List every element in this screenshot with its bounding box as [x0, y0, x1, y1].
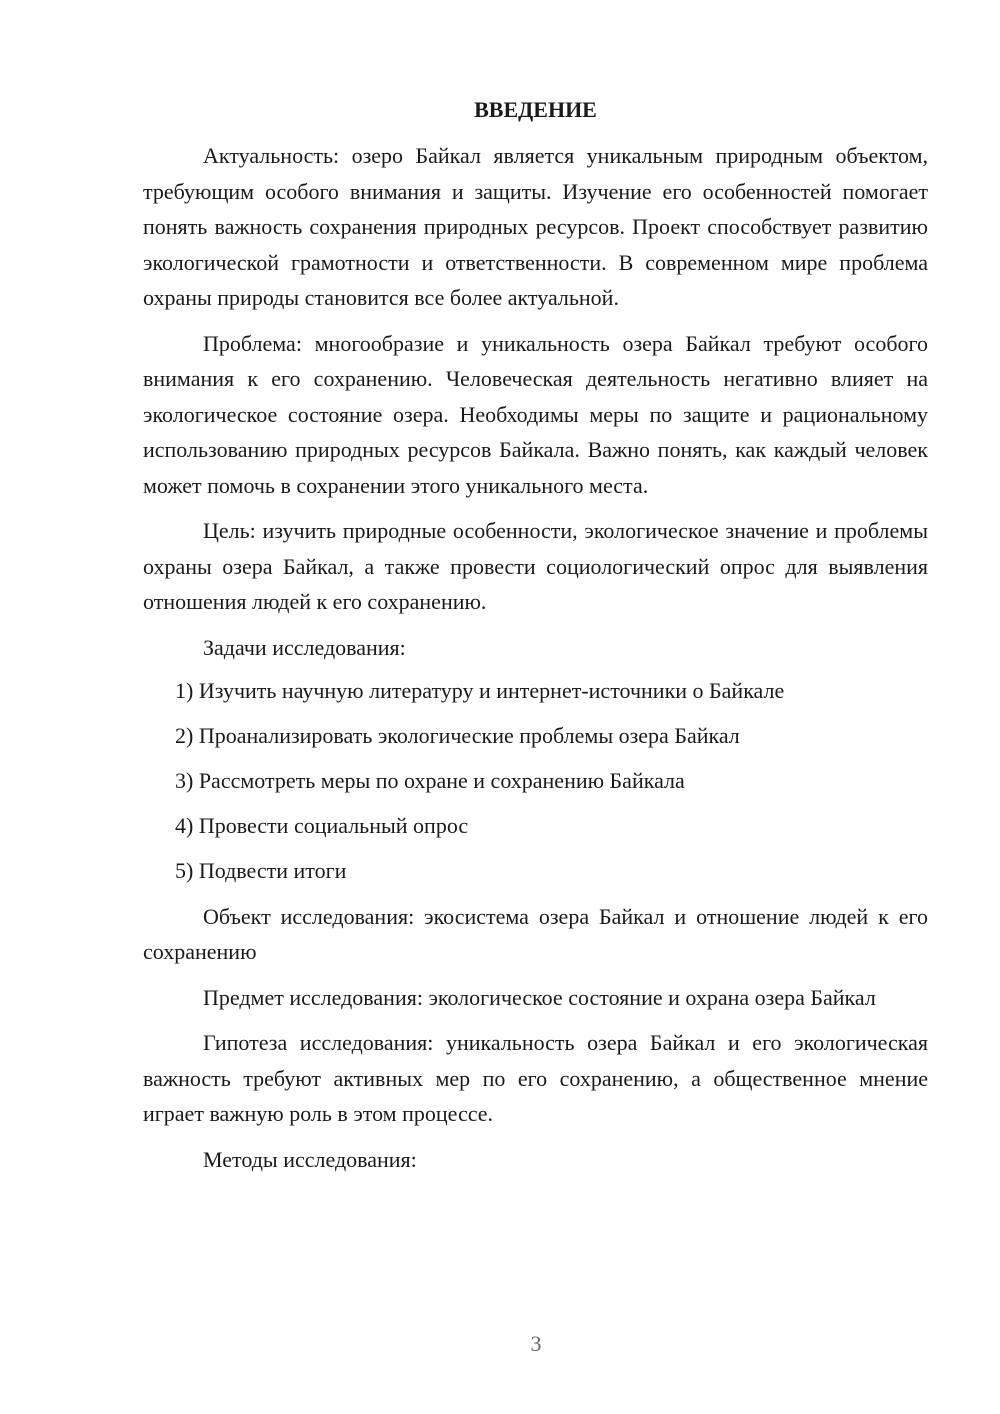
paragraph-tasks-heading: Задачи исследования:	[203, 634, 406, 660]
list-item: 2) Проанализировать экологические проблемы озера Байкал	[175, 723, 740, 749]
paragraph-relevance: Актуальность: озеро Байкал является уникальным природным объектом, требующим особого внимания и защиты. Изучение его особенностей помогает понять важность сохранения природных ресурсов. Проект способствует развитию экологической грамотности и ответственности. В современном мире проблема охраны природы становится все более актуальной.	[143, 143, 928, 310]
list-item: 1) Изучить научную литературу и интернет-источники о Байкале	[175, 678, 785, 703]
tasks-list	[143, 673, 928, 889]
page-number: 3	[530, 1331, 542, 1356]
paragraph-methods: Методы исследования:	[203, 1146, 417, 1172]
paragraph-goal: Цель: изучить природные особенности, экологическое значение и проблемы охраны озера Байкал, а также провести социологический опрос для выявления отношения людей к его сохранению.	[143, 518, 928, 614]
paragraph-object: Объект исследования: экосистема озера Байкал и отношение людей к его сохранению	[143, 903, 928, 965]
list-item: 5) Подвести итоги	[175, 858, 347, 884]
list-item: 3) Рассмотреть меры по охране и сохранению Байкала	[175, 768, 685, 794]
paragraph-subject: Предмет исследования: экологическое состояние и охрана озера Байкал	[203, 984, 876, 1010]
list-item: 4) Провести социальный опрос	[175, 813, 469, 839]
section-title: ВВЕДЕНИЕ	[474, 97, 597, 122]
paragraph-problem: Проблема: многообразие и уникальность озера Байкал требуют особого внимания к его сохранению. Человеческая деятельность негативно влияет на экологическое состояние озера. Необходимы меры по защите и рациональному использованию природных ресурсов Байкала. Важно понять, как каждый человек может помочь в сохранении этого уникального места.	[143, 330, 928, 498]
paragraph-hypothesis: Гипотеза исследования: уникальность озера Байкал и его экологическая важность требуют активных мер по его сохранению, а общественное мнение играет важную роль в этом процессе.	[143, 1030, 928, 1127]
document-page	[143, 92, 928, 1187]
